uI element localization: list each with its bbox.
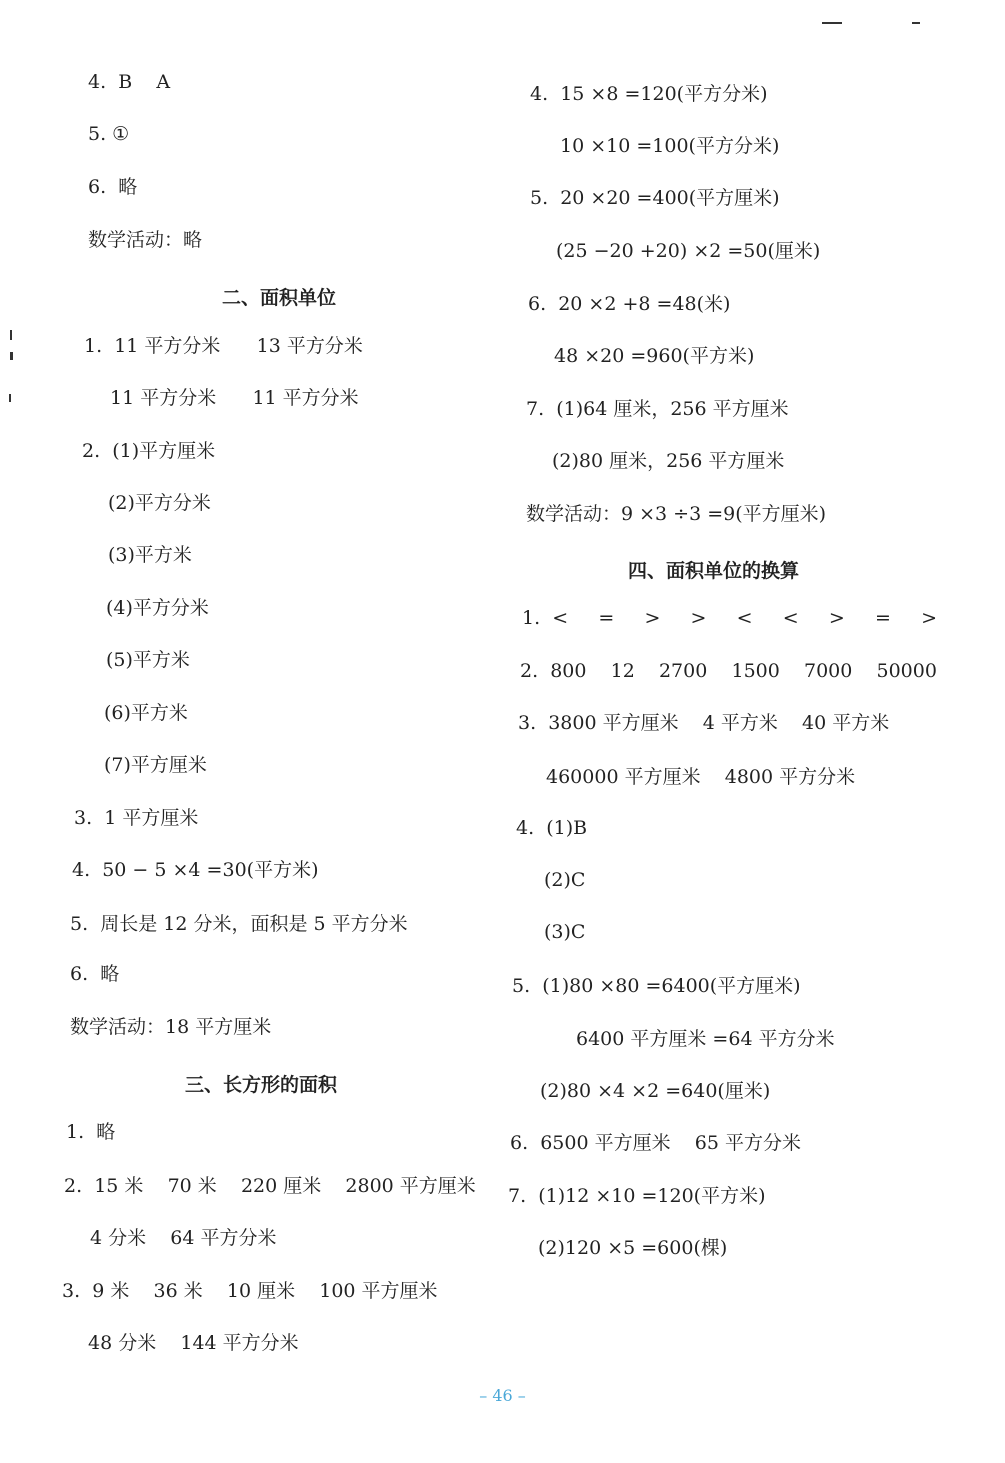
scan-mark [912,22,920,24]
answer-line: 4. 50 − 5 ×4 =30(平方米) [72,859,319,881]
answer-line: 2. (1)平方厘米 [82,440,216,462]
answer-line: 11 平方分米 11 平方分米 [110,387,359,409]
answer-line: 5. 周长是 12 分米，面积是 5 平方分米 [70,913,408,935]
answer-line: 6. 略 [70,963,120,985]
answer-line: 6. 6500 平方厘米 65 平方分米 [510,1132,801,1154]
answer-line: 3. 9 米 36 米 10 厘米 100 平方厘米 [62,1280,438,1302]
answer-line: 4. 15 ×8 =120(平方分米) [530,83,768,105]
page-number: – 46 – [479,1386,526,1405]
scan-mark [9,394,11,402]
answer-line: 4. B A [88,71,171,93]
answer-line: (6)平方米 [104,702,188,724]
section-heading: 四、面积单位的换算 [628,560,800,582]
answer-line: 1. 略 [66,1121,116,1143]
section-heading: 二、面积单位 [222,287,337,309]
answer-line: 5. (1)80 ×80 =6400(平方厘米) [512,975,801,997]
answer-line: 2. 15 米 70 米 220 厘米 2800 平方厘米 [64,1175,476,1197]
answer-line: 3. 3800 平方厘米 4 平方米 40 平方米 [518,712,890,734]
answer-line: 48 分米 144 平方分米 [88,1332,299,1354]
answer-line: 7. (1)12 ×10 =120(平方米) [508,1185,766,1207]
answer-line: (2)80 厘米，256 平方厘米 [552,450,785,472]
answer-line: (25 −20 +20) ×2 =50(厘米) [556,240,821,262]
answer-line: 数学活动：略 [88,229,203,251]
answer-line: 数学活动：18 平方厘米 [70,1016,272,1038]
answer-line: 1. 11 平方分米 13 平方分米 [84,335,363,357]
answer-line: (2)80 ×4 ×2 =640(厘米) [540,1080,771,1102]
answer-line: (3)C [544,921,586,943]
answer-line: 5. ① [88,123,130,145]
section-heading: 三、长方形的面积 [185,1074,338,1096]
answer-line: 48 ×20 =960(平方米) [554,345,755,367]
answer-line: 4. (1)B [516,817,588,839]
scan-mark [10,330,12,340]
answer-line: 7. (1)64 厘米，256 平方厘米 [526,398,789,420]
answer-line: 数学活动：9 ×3 ÷3 =9(平方厘米) [526,503,827,525]
answer-line: 3. 1 平方厘米 [74,807,199,829]
answer-line: 460000 平方厘米 4800 平方分米 [546,766,856,788]
answer-line: (3)平方米 [108,544,192,566]
answer-line: (2)120 ×5 =600(棵) [538,1237,728,1259]
scan-mark [10,352,13,360]
answer-line: (2)C [544,869,586,891]
answer-line: (4)平方分米 [106,597,209,619]
answer-line: 10 ×10 =100(平方分米) [560,135,780,157]
scan-mark [822,22,842,24]
answer-line: 6. 20 ×2 +8 =48(米) [528,293,731,315]
answer-line: 5. 20 ×20 =400(平方厘米) [530,187,780,209]
answer-line: (5)平方米 [106,649,190,671]
answer-line: 6400 平方厘米 =64 平方分米 [576,1028,835,1050]
answer-line: 1. < = > > < < > = > [522,607,938,629]
answer-line: 2. 800 12 2700 1500 7000 50000 [520,660,937,682]
answer-line: 4 分米 64 平方分米 [90,1227,277,1249]
answer-line: 6. 略 [88,176,138,198]
answer-line: (2)平方分米 [108,492,211,514]
answer-line: (7)平方厘米 [104,754,207,776]
